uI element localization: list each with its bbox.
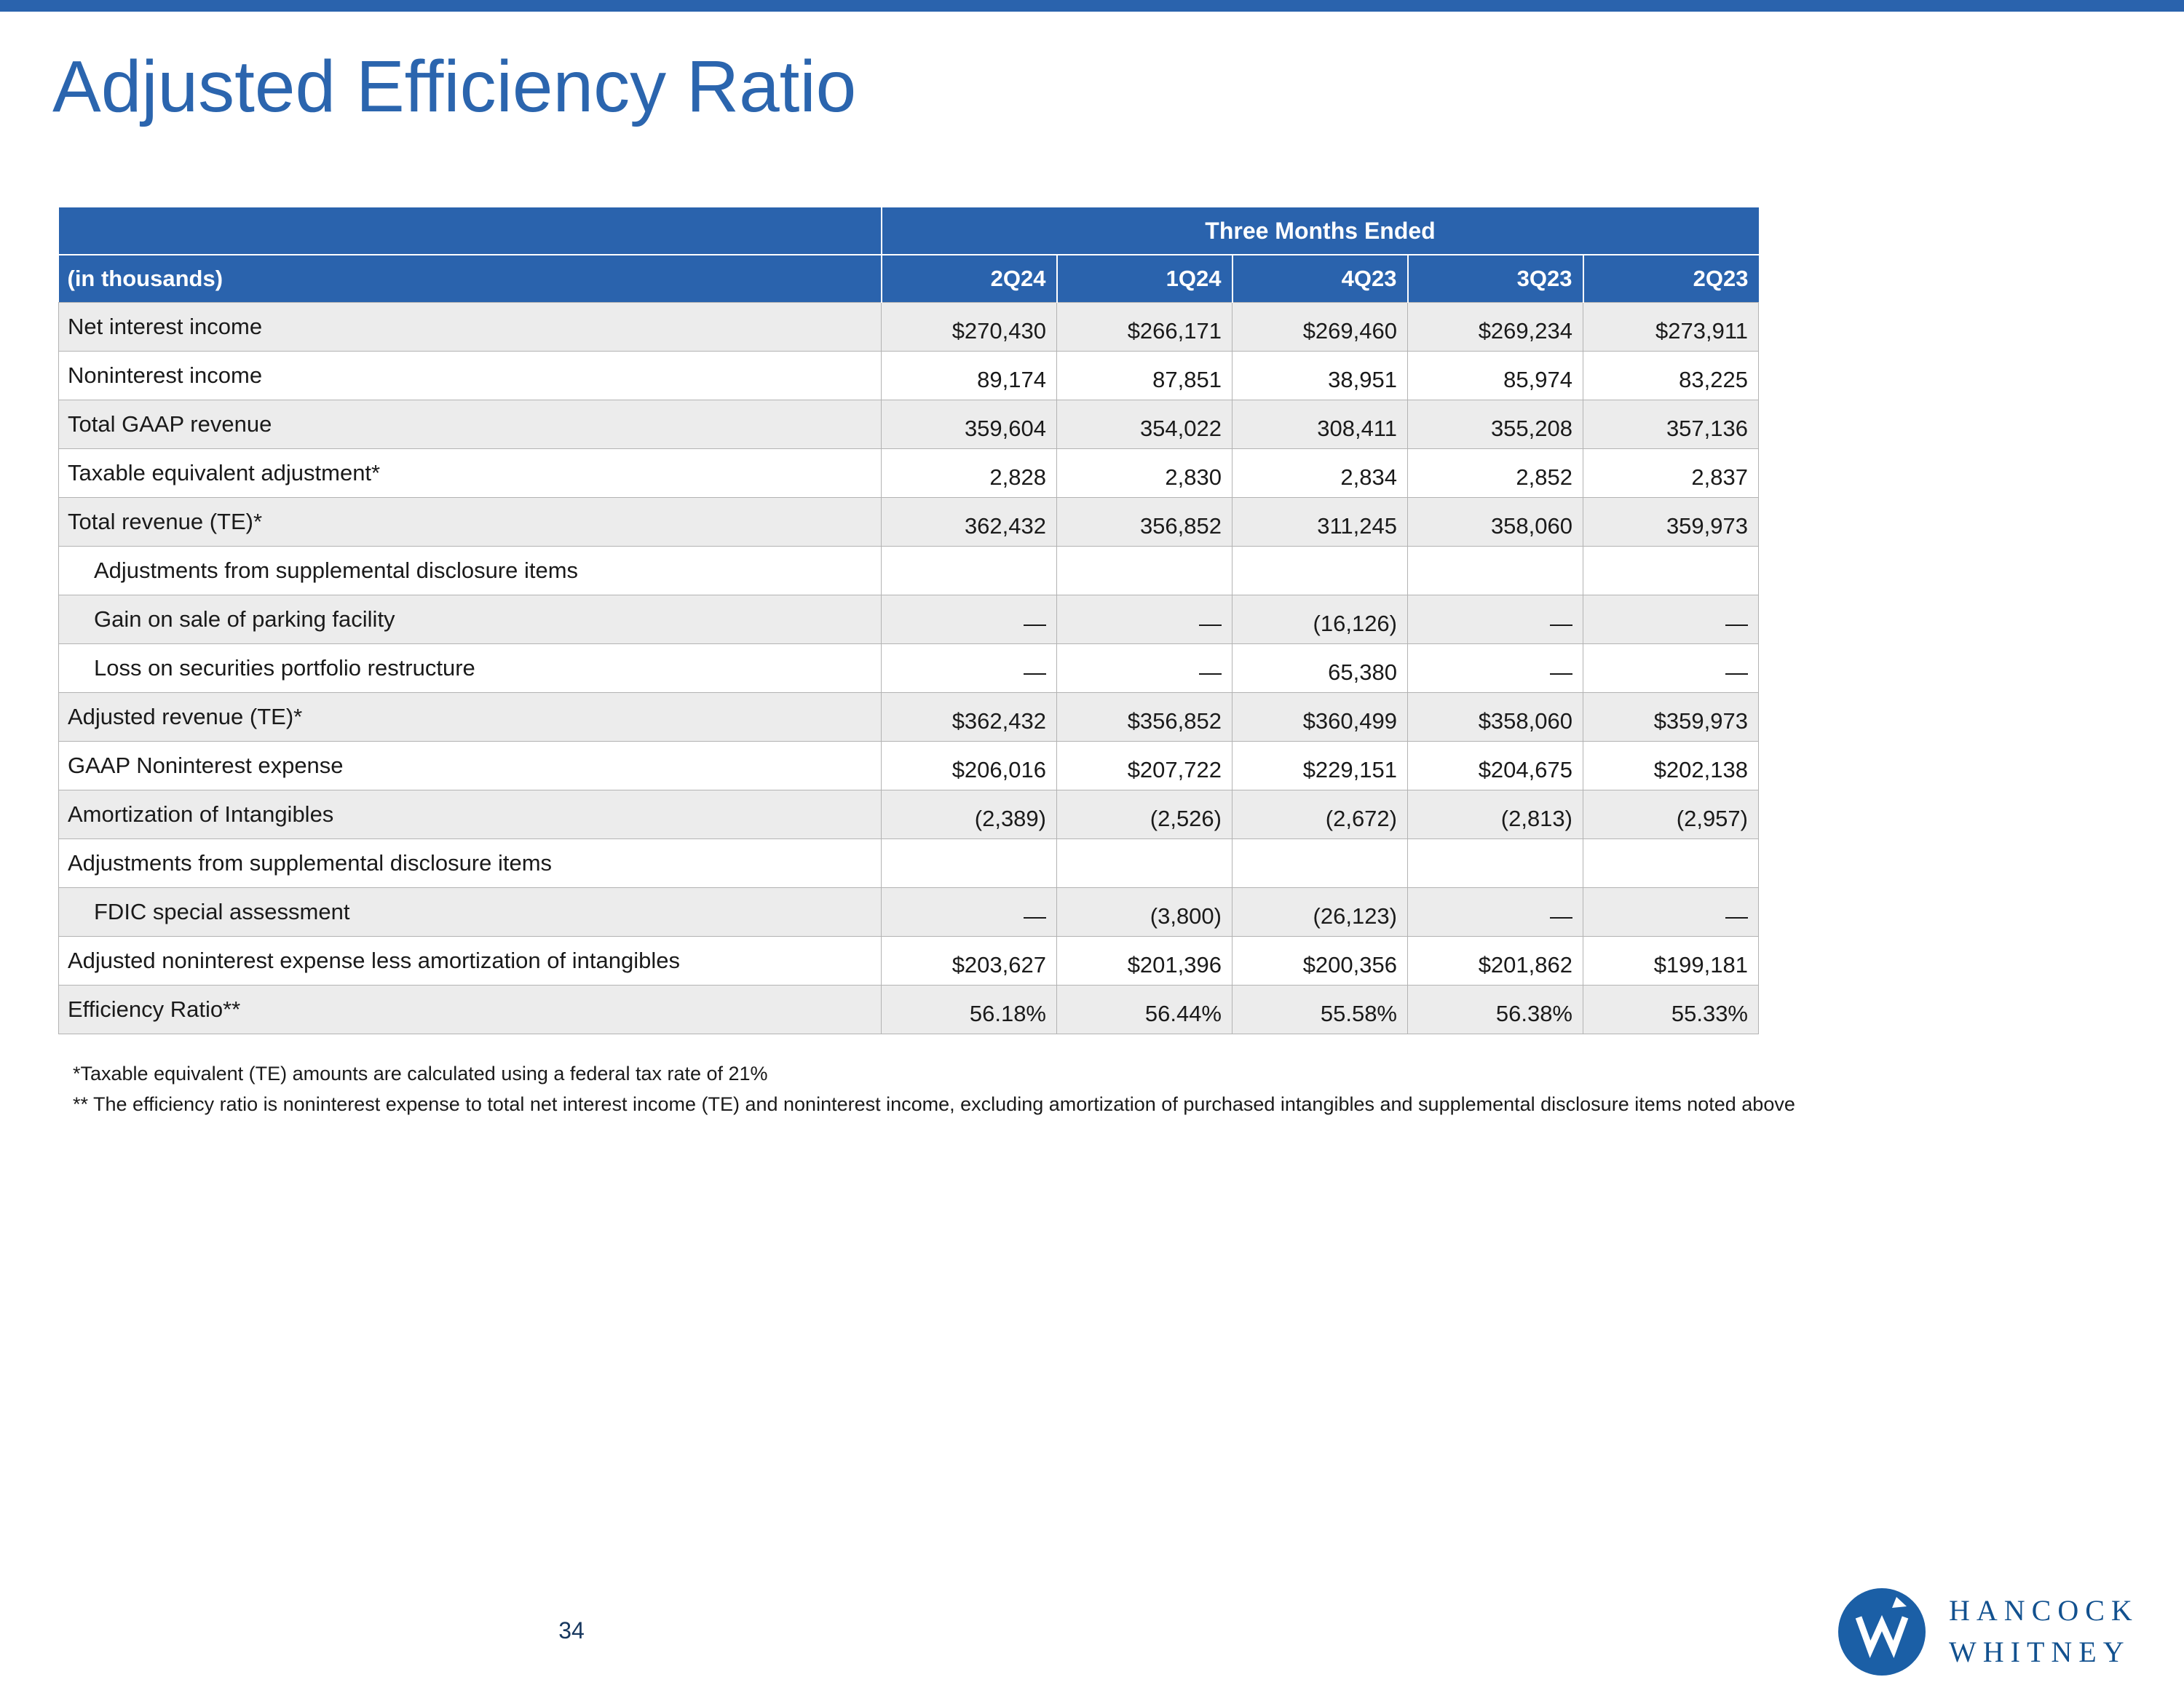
table-row <box>59 742 1759 790</box>
table-row <box>59 790 1759 839</box>
column-header-2q24: 2Q24 <box>882 255 1057 303</box>
row-label: Efficiency Ratio** <box>59 986 882 1034</box>
top-accent-bar <box>0 0 2184 12</box>
cell-value: (16,126) <box>1233 595 1408 644</box>
cell-value: $356,852 <box>1057 693 1233 742</box>
row-label: Adjustments from supplemental disclosure items <box>59 547 882 595</box>
cell-value: $199,181 <box>1583 937 1759 986</box>
cell-value: 85,974 <box>1408 352 1583 400</box>
cell-value: $358,060 <box>1408 693 1583 742</box>
cell-value: — <box>1408 595 1583 644</box>
cell-value: 87,851 <box>1057 352 1233 400</box>
table-row <box>59 595 1759 644</box>
column-header-2q23: 2Q23 <box>1583 255 1759 303</box>
cell-value: — <box>1057 644 1233 693</box>
cell-value: $270,430 <box>882 303 1057 352</box>
row-label: Gain on sale of parking facility <box>59 595 882 644</box>
footnote-efficiency-ratio: ** The efficiency ratio is noninterest expense to total net interest income (TE) and noninterest income, excluding amortization of purchased intangibles and supplemental disclosure items noted above <box>73 1093 1795 1115</box>
cell-value: $360,499 <box>1233 693 1408 742</box>
cell-value: $269,460 <box>1233 303 1408 352</box>
cell-value: $201,862 <box>1408 937 1583 986</box>
page-number: 34 <box>558 1617 585 1644</box>
table-row <box>59 644 1759 693</box>
table-row <box>59 937 1759 986</box>
table-column-header-row <box>59 255 1759 303</box>
cell-value <box>882 839 1057 888</box>
cell-value <box>1583 839 1759 888</box>
table-row <box>59 888 1759 937</box>
logo-wordmark <box>1949 1590 2139 1673</box>
cell-value: — <box>1408 644 1583 693</box>
cell-value: — <box>882 644 1057 693</box>
cell-value: 355,208 <box>1408 400 1583 449</box>
cell-value: $207,722 <box>1057 742 1233 790</box>
row-label: Amortization of Intangibles <box>59 790 882 839</box>
logo-mark-icon <box>1838 1588 1926 1676</box>
cell-value: 359,973 <box>1583 498 1759 547</box>
cell-value: 55.33% <box>1583 986 1759 1034</box>
cell-value <box>1408 547 1583 595</box>
cell-value: — <box>1583 595 1759 644</box>
cell-value: — <box>882 595 1057 644</box>
cell-value: $201,396 <box>1057 937 1233 986</box>
table-row <box>59 693 1759 742</box>
table-row <box>59 986 1759 1034</box>
row-label: Adjustments from supplemental disclosure items <box>59 839 882 888</box>
cell-value: — <box>1408 888 1583 937</box>
cell-value <box>1057 839 1233 888</box>
cell-value: $203,627 <box>882 937 1057 986</box>
cell-value: 55.58% <box>1233 986 1408 1034</box>
cell-value: 89,174 <box>882 352 1057 400</box>
cell-value <box>1408 839 1583 888</box>
page-title: Adjusted Efficiency Ratio <box>52 46 857 127</box>
corner-blank-cell <box>59 207 882 255</box>
table-row <box>59 547 1759 595</box>
cell-value: 354,022 <box>1057 400 1233 449</box>
cell-value: $362,432 <box>882 693 1057 742</box>
column-header-4q23: 4Q23 <box>1233 255 1408 303</box>
cell-value: $229,151 <box>1233 742 1408 790</box>
cell-value: (3,800) <box>1057 888 1233 937</box>
cell-value: 359,604 <box>882 400 1057 449</box>
logo-wordmark-line2: WHITNEY <box>1949 1636 2131 1668</box>
cell-value: 358,060 <box>1408 498 1583 547</box>
table-row <box>59 352 1759 400</box>
logo-wordmark-line1: HANCOCK <box>1949 1594 2139 1627</box>
row-label: FDIC special assessment <box>59 888 882 937</box>
column-header-3q23: 3Q23 <box>1408 255 1583 303</box>
table-row <box>59 400 1759 449</box>
row-label: GAAP Noninterest expense <box>59 742 882 790</box>
cell-value: 362,432 <box>882 498 1057 547</box>
cell-value: — <box>1583 644 1759 693</box>
row-label: Adjusted noninterest expense less amortization of intangibles <box>59 937 882 986</box>
row-label: Taxable equivalent adjustment* <box>59 449 882 498</box>
row-label: Total revenue (TE)* <box>59 498 882 547</box>
cell-value: 2,837 <box>1583 449 1759 498</box>
footnote-te: *Taxable equivalent (TE) amounts are calculated using a federal tax rate of 21% <box>73 1063 768 1085</box>
cell-value: (2,389) <box>882 790 1057 839</box>
table-row <box>59 303 1759 352</box>
cell-value: 56.18% <box>882 986 1057 1034</box>
cell-value: 2,828 <box>882 449 1057 498</box>
cell-value: (2,672) <box>1233 790 1408 839</box>
cell-value: 356,852 <box>1057 498 1233 547</box>
cell-value: (2,813) <box>1408 790 1583 839</box>
cell-value: 2,834 <box>1233 449 1408 498</box>
cell-value: 2,830 <box>1057 449 1233 498</box>
corner-label: (in thousands) <box>59 255 882 303</box>
table-group-header-row <box>59 207 1759 255</box>
row-label: Loss on securities portfolio restructure <box>59 644 882 693</box>
cell-value: (2,957) <box>1583 790 1759 839</box>
cell-value: $204,675 <box>1408 742 1583 790</box>
cell-value: $359,973 <box>1583 693 1759 742</box>
cell-value: 308,411 <box>1233 400 1408 449</box>
cell-value: — <box>1583 888 1759 937</box>
cell-value: 83,225 <box>1583 352 1759 400</box>
cell-value <box>1233 547 1408 595</box>
row-label: Net interest income <box>59 303 882 352</box>
footnotes <box>73 1059 1995 1120</box>
cell-value <box>1583 547 1759 595</box>
hancock-whitney-logo <box>1838 1588 2139 1676</box>
row-label: Adjusted revenue (TE)* <box>59 693 882 742</box>
cell-value: (26,123) <box>1233 888 1408 937</box>
cell-value: 38,951 <box>1233 352 1408 400</box>
column-header-1q24: 1Q24 <box>1057 255 1233 303</box>
cell-value: $200,356 <box>1233 937 1408 986</box>
cell-value: $206,016 <box>882 742 1057 790</box>
efficiency-ratio-table <box>58 207 1759 1034</box>
cell-value: 56.44% <box>1057 986 1233 1034</box>
table-row <box>59 839 1759 888</box>
table-row <box>59 498 1759 547</box>
cell-value <box>1233 839 1408 888</box>
cell-value: (2,526) <box>1057 790 1233 839</box>
cell-value: 357,136 <box>1583 400 1759 449</box>
row-label: Total GAAP revenue <box>59 400 882 449</box>
cell-value: $266,171 <box>1057 303 1233 352</box>
group-header: Three Months Ended <box>882 207 1759 255</box>
cell-value: $269,234 <box>1408 303 1583 352</box>
cell-value: 65,380 <box>1233 644 1408 693</box>
cell-value: $202,138 <box>1583 742 1759 790</box>
table-row <box>59 449 1759 498</box>
cell-value: — <box>882 888 1057 937</box>
cell-value: $273,911 <box>1583 303 1759 352</box>
cell-value: — <box>1057 595 1233 644</box>
cell-value: 2,852 <box>1408 449 1583 498</box>
cell-value: 56.38% <box>1408 986 1583 1034</box>
cell-value <box>1057 547 1233 595</box>
cell-value <box>882 547 1057 595</box>
cell-value: 311,245 <box>1233 498 1408 547</box>
row-label: Noninterest income <box>59 352 882 400</box>
